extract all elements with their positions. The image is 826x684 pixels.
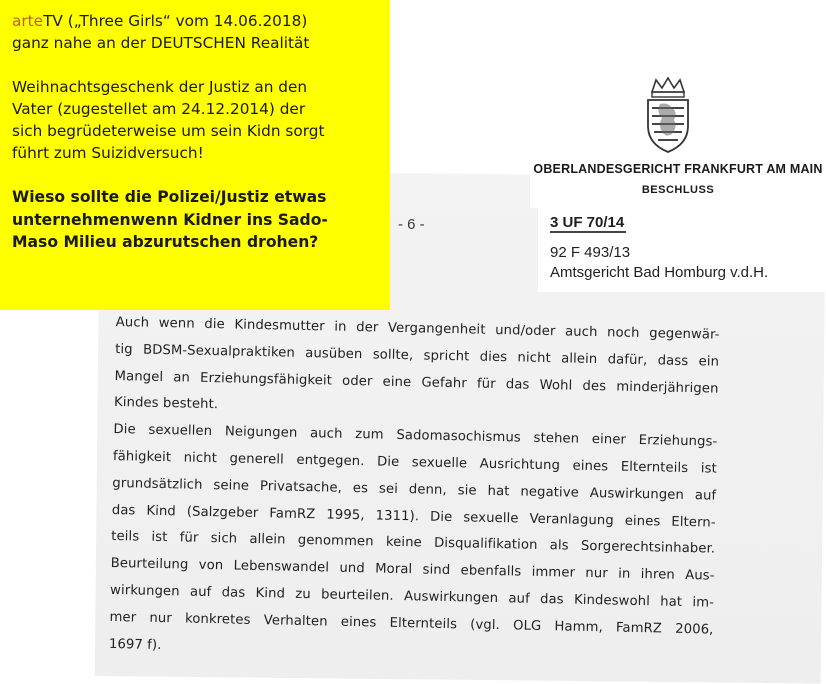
ruling-line: mer nur konkretes Verhalten eines Elternteils (vgl. OLG Hamm, FamRZ 2006,	[109, 609, 714, 638]
court-header	[530, 70, 826, 208]
note-question: Maso Milieu abzurutschen drohen?	[12, 233, 319, 251]
note-line: Weihnachtsgeschenk der Justiz an den	[12, 78, 308, 96]
note-headline	[12, 10, 382, 32]
ruling-line: Mangel an Erziehungsfähigkeit oder eine Gefahr für das Wohl des minderjährigen	[114, 368, 719, 397]
note-line: führt zum Suizidversuch!	[12, 144, 204, 162]
note-question: unternehmenwenn Kidner ins Sado-	[12, 210, 328, 229]
ruling-line: Die sexuellen Neigungen auch zum Sadomasochismus stehen einer Erziehungs-	[113, 422, 718, 450]
note-line: ganz nahe an der DEUTSCHEN Realität	[12, 34, 310, 52]
note-line: sich begrüdeterweise um sein Kidn sorgt	[12, 122, 325, 140]
ruling-label: BESCHLUSS	[641, 184, 715, 196]
ruling-line: grundsätzlich seine Privatsache, es sei denn, sie hat negative Auswirkungen auf	[112, 475, 717, 504]
hesse-lion-coat-of-arms-icon	[638, 74, 698, 154]
ruling-line: tig BDSM-Sexualpraktiken ausüben sollte, spricht dies nicht allein dafür, dass ein	[115, 341, 720, 370]
commentary-note	[0, 0, 390, 310]
ruling-line: fähigkeit nicht generell entgegen. Die sexuelle Ausrichtung eines Elternteils ist	[112, 448, 717, 477]
page-number: - 6 -	[398, 216, 425, 233]
arte-brand: arte	[12, 12, 44, 30]
ruling-line: teils ist für sich allein genommen keine Disqualifikation als Sorgerechtsinhaber.	[111, 529, 716, 557]
ruling-line: Beurteilung von Lebenswandel und Moral sind ebenfalls immer nur in ihren Aus-	[110, 556, 715, 584]
ruling-line: Kindes besteht.	[113, 395, 219, 413]
ruling-line: wirkungen auf das Kind zu beurteilen. Auswirkungen auf das Kindeswohl hat im-	[109, 582, 715, 611]
ruling-excerpt	[109, 310, 720, 671]
case-number: 3 UF 70/14	[550, 214, 625, 231]
reference-number: 92 F 493/13	[550, 244, 631, 261]
note-line: Vater (zugestellet am 24.12.2014) der	[12, 100, 306, 118]
court-name: OBERLANDESGERICHT FRANKFURT AM MAIN	[533, 162, 823, 176]
lower-court: Amtsgericht Bad Homburg v.d.H.	[550, 264, 769, 281]
ruling-line: 1697 f).	[108, 636, 162, 653]
ruling-line: das Kind (Salzgeber FamRZ 1995, 1311). Die sexuelle Veranlagung eines Eltern-	[111, 502, 716, 531]
note-headline-rest: TV („Three Girls“ vom 14.06.2018)	[43, 12, 308, 30]
note-question: Wieso sollte die Polizei/Justiz etwas	[12, 188, 327, 206]
ruling-line: Auch wenn die Kindesmutter in der Vergangenheit und/oder auch noch gegenwär-	[115, 314, 720, 343]
case-references	[538, 206, 826, 292]
